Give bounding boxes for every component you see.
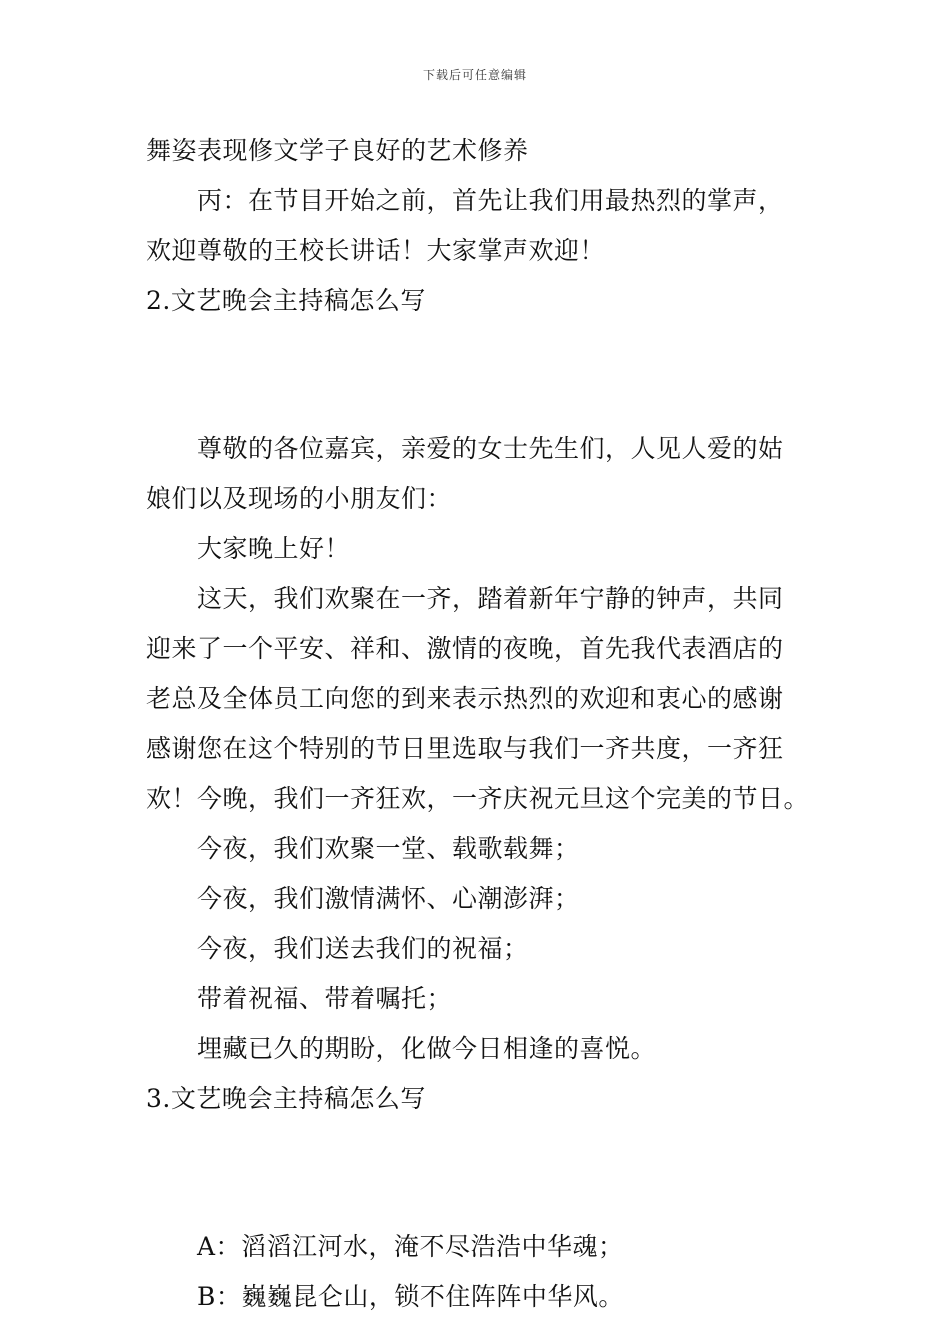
blank-line	[146, 326, 806, 376]
paragraph-line: 尊敬的各位嘉宾，亲爱的女士先生们，人见人爱的姑	[197, 434, 784, 463]
greeting-line: 大家晚上好！	[197, 534, 351, 563]
section-heading: 2.文艺晚会主持稿怎么写	[146, 286, 426, 315]
dialogue-line: A：滔滔江河水，淹不尽浩浩中华魂；	[197, 1232, 624, 1261]
verse-line: 今夜，我们激情满怀、心潮澎湃；	[197, 884, 580, 913]
paragraph-line: 这天，我们欢聚在一齐，踏着新年宁静的钟声，共同	[197, 584, 784, 613]
verse-line: 今夜，我们送去我们的祝福；	[197, 934, 529, 963]
verse-line: 今夜，我们欢聚一堂、载歌载舞；	[197, 834, 580, 863]
paragraph-line: 娘们以及现场的小朋友们：	[146, 484, 453, 513]
blank-line	[146, 1124, 806, 1174]
spacer	[146, 1174, 806, 1222]
text-line: 舞姿表现修文学子良好的艺术修养	[146, 136, 529, 165]
text-line: 欢迎尊敬的王校长讲话！大家掌声欢迎！	[146, 236, 606, 265]
dialogue-line: B：巍巍昆仑山，锁不住阵阵中华风。	[197, 1282, 624, 1311]
spacer	[146, 376, 806, 424]
paragraph-line: 欢！今晚，我们一齐狂欢，一齐庆祝元旦这个完美的节日。	[146, 784, 810, 813]
verse-line: 带着祝福、带着嘱托；	[197, 984, 453, 1013]
page-header-note: 下载后可任意编辑	[422, 68, 527, 82]
document-body	[146, 126, 810, 1322]
section-heading: 3.文艺晚会主持稿怎么写	[146, 1084, 426, 1113]
verse-line: 埋藏已久的期盼，化做今日相逢的喜悦。	[197, 1034, 657, 1063]
paragraph-line: 感谢您在这个特别的节日里选取与我们一齐共度，一齐狂	[146, 734, 784, 763]
dialogue-line: 丙：在节目开始之前，首先让我们用最热烈的掌声，	[197, 186, 784, 215]
paragraph-line: 迎来了一个平安、祥和、激情的夜晚，首先我代表酒店的	[146, 634, 784, 663]
paragraph-line: 老总及全体员工向您的到来表示热烈的欢迎和衷心的感谢	[146, 684, 784, 713]
